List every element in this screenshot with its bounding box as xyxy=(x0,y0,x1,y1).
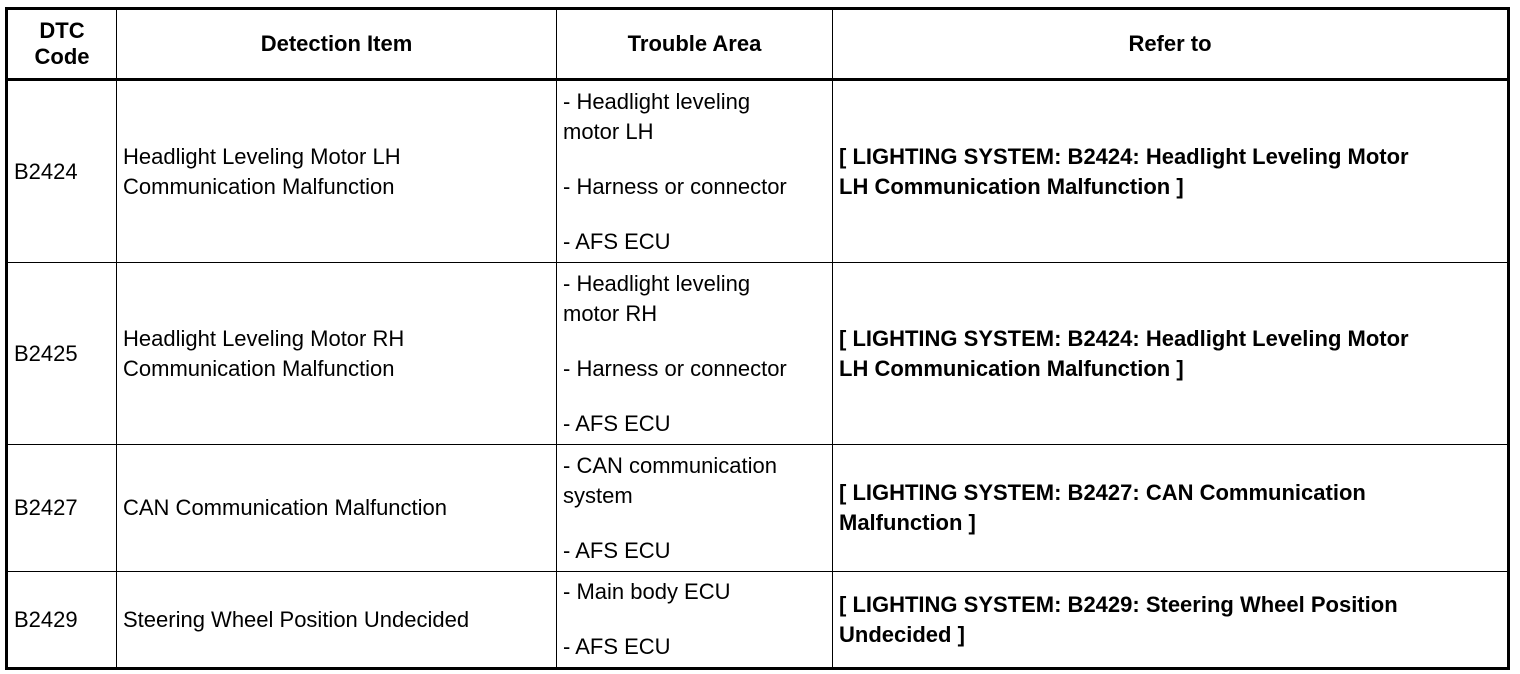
table-row xyxy=(7,572,1509,669)
refer-to-link[interactable] xyxy=(833,263,1509,445)
header-dtc-code xyxy=(7,9,117,80)
trouble-area-line: - Main body ECU xyxy=(563,579,731,604)
refer-to-line: [ LIGHTING SYSTEM: B2427: CAN Communication xyxy=(839,480,1366,505)
refer-to-link[interactable] xyxy=(833,445,1509,572)
refer-to-line: Malfunction ] xyxy=(839,510,976,535)
refer-to-line: [ LIGHTING SYSTEM: B2424: Headlight Leveling Motor xyxy=(839,325,1409,351)
detection-item-line: Steering Wheel Position Undecided xyxy=(123,606,470,632)
trouble-area-line: - CAN communication xyxy=(563,452,777,478)
spacer xyxy=(563,202,826,227)
detection-item-cell xyxy=(117,263,557,445)
trouble-area-cell xyxy=(557,263,833,445)
spacer xyxy=(563,511,826,536)
trouble-area-cell xyxy=(557,445,833,572)
detection-item-line: Headlight Leveling Motor LH xyxy=(123,143,401,169)
detection-item-line: Communication Malfunction xyxy=(123,355,395,381)
trouble-area-line: - AFS ECU xyxy=(563,410,671,436)
trouble-area-line: motor RH xyxy=(563,300,658,326)
header-dtc-code-line1: DTC xyxy=(39,18,85,43)
table-row xyxy=(7,445,1509,572)
spacer xyxy=(563,607,826,632)
refer-to-line: LH Communication Malfunction ] xyxy=(839,355,1184,381)
refer-to-line: Undecided ] xyxy=(839,621,965,647)
detection-item-cell xyxy=(117,80,557,263)
detection-item-line: Headlight Leveling Motor RH xyxy=(123,325,405,351)
dtc-code-cell: B2429 xyxy=(7,572,117,669)
trouble-area-line: - Headlight leveling xyxy=(563,88,751,114)
refer-to-link[interactable] xyxy=(833,80,1509,263)
trouble-area-cell xyxy=(557,80,833,263)
trouble-area-line: system xyxy=(563,482,633,508)
dtc-code-cell: B2425 xyxy=(7,263,117,445)
refer-to-line: [ LIGHTING SYSTEM: B2424: Headlight Leveling Motor xyxy=(839,143,1409,169)
detection-item-line: Communication Malfunction xyxy=(123,173,395,199)
detection-item-cell xyxy=(117,572,557,669)
trouble-area-cell xyxy=(557,572,833,669)
table-row xyxy=(7,263,1509,445)
dtc-table-container xyxy=(5,7,1510,670)
header-refer-to: Refer to xyxy=(833,9,1509,80)
trouble-area-line: - AFS ECU xyxy=(563,634,671,659)
refer-to-link[interactable] xyxy=(833,572,1509,669)
dtc-code-cell: B2427 xyxy=(7,445,117,572)
refer-to-line: LH Communication Malfunction ] xyxy=(839,173,1184,199)
trouble-area-line: - Harness or connector xyxy=(563,355,787,381)
detection-item-cell xyxy=(117,445,557,572)
dtc-code-cell: B2424 xyxy=(7,80,117,263)
trouble-area-line: - AFS ECU xyxy=(563,537,671,563)
refer-to-line: [ LIGHTING SYSTEM: B2429: Steering Wheel Position xyxy=(839,591,1398,617)
spacer xyxy=(563,147,826,172)
trouble-area-line: - Headlight leveling xyxy=(563,270,751,296)
trouble-area-line: - AFS ECU xyxy=(563,228,671,254)
spacer xyxy=(563,384,826,409)
dtc-table xyxy=(5,7,1510,670)
header-detection-item: Detection Item xyxy=(117,9,557,80)
header-row xyxy=(7,9,1509,80)
trouble-area-line: - Harness or connector xyxy=(563,173,787,199)
header-trouble-area: Trouble Area xyxy=(557,9,833,80)
header-dtc-code-line2: Code xyxy=(34,44,90,69)
trouble-area-line: motor LH xyxy=(563,118,654,144)
table-row xyxy=(7,80,1509,263)
detection-item-line: CAN Communication Malfunction xyxy=(123,495,448,520)
spacer xyxy=(563,329,826,354)
